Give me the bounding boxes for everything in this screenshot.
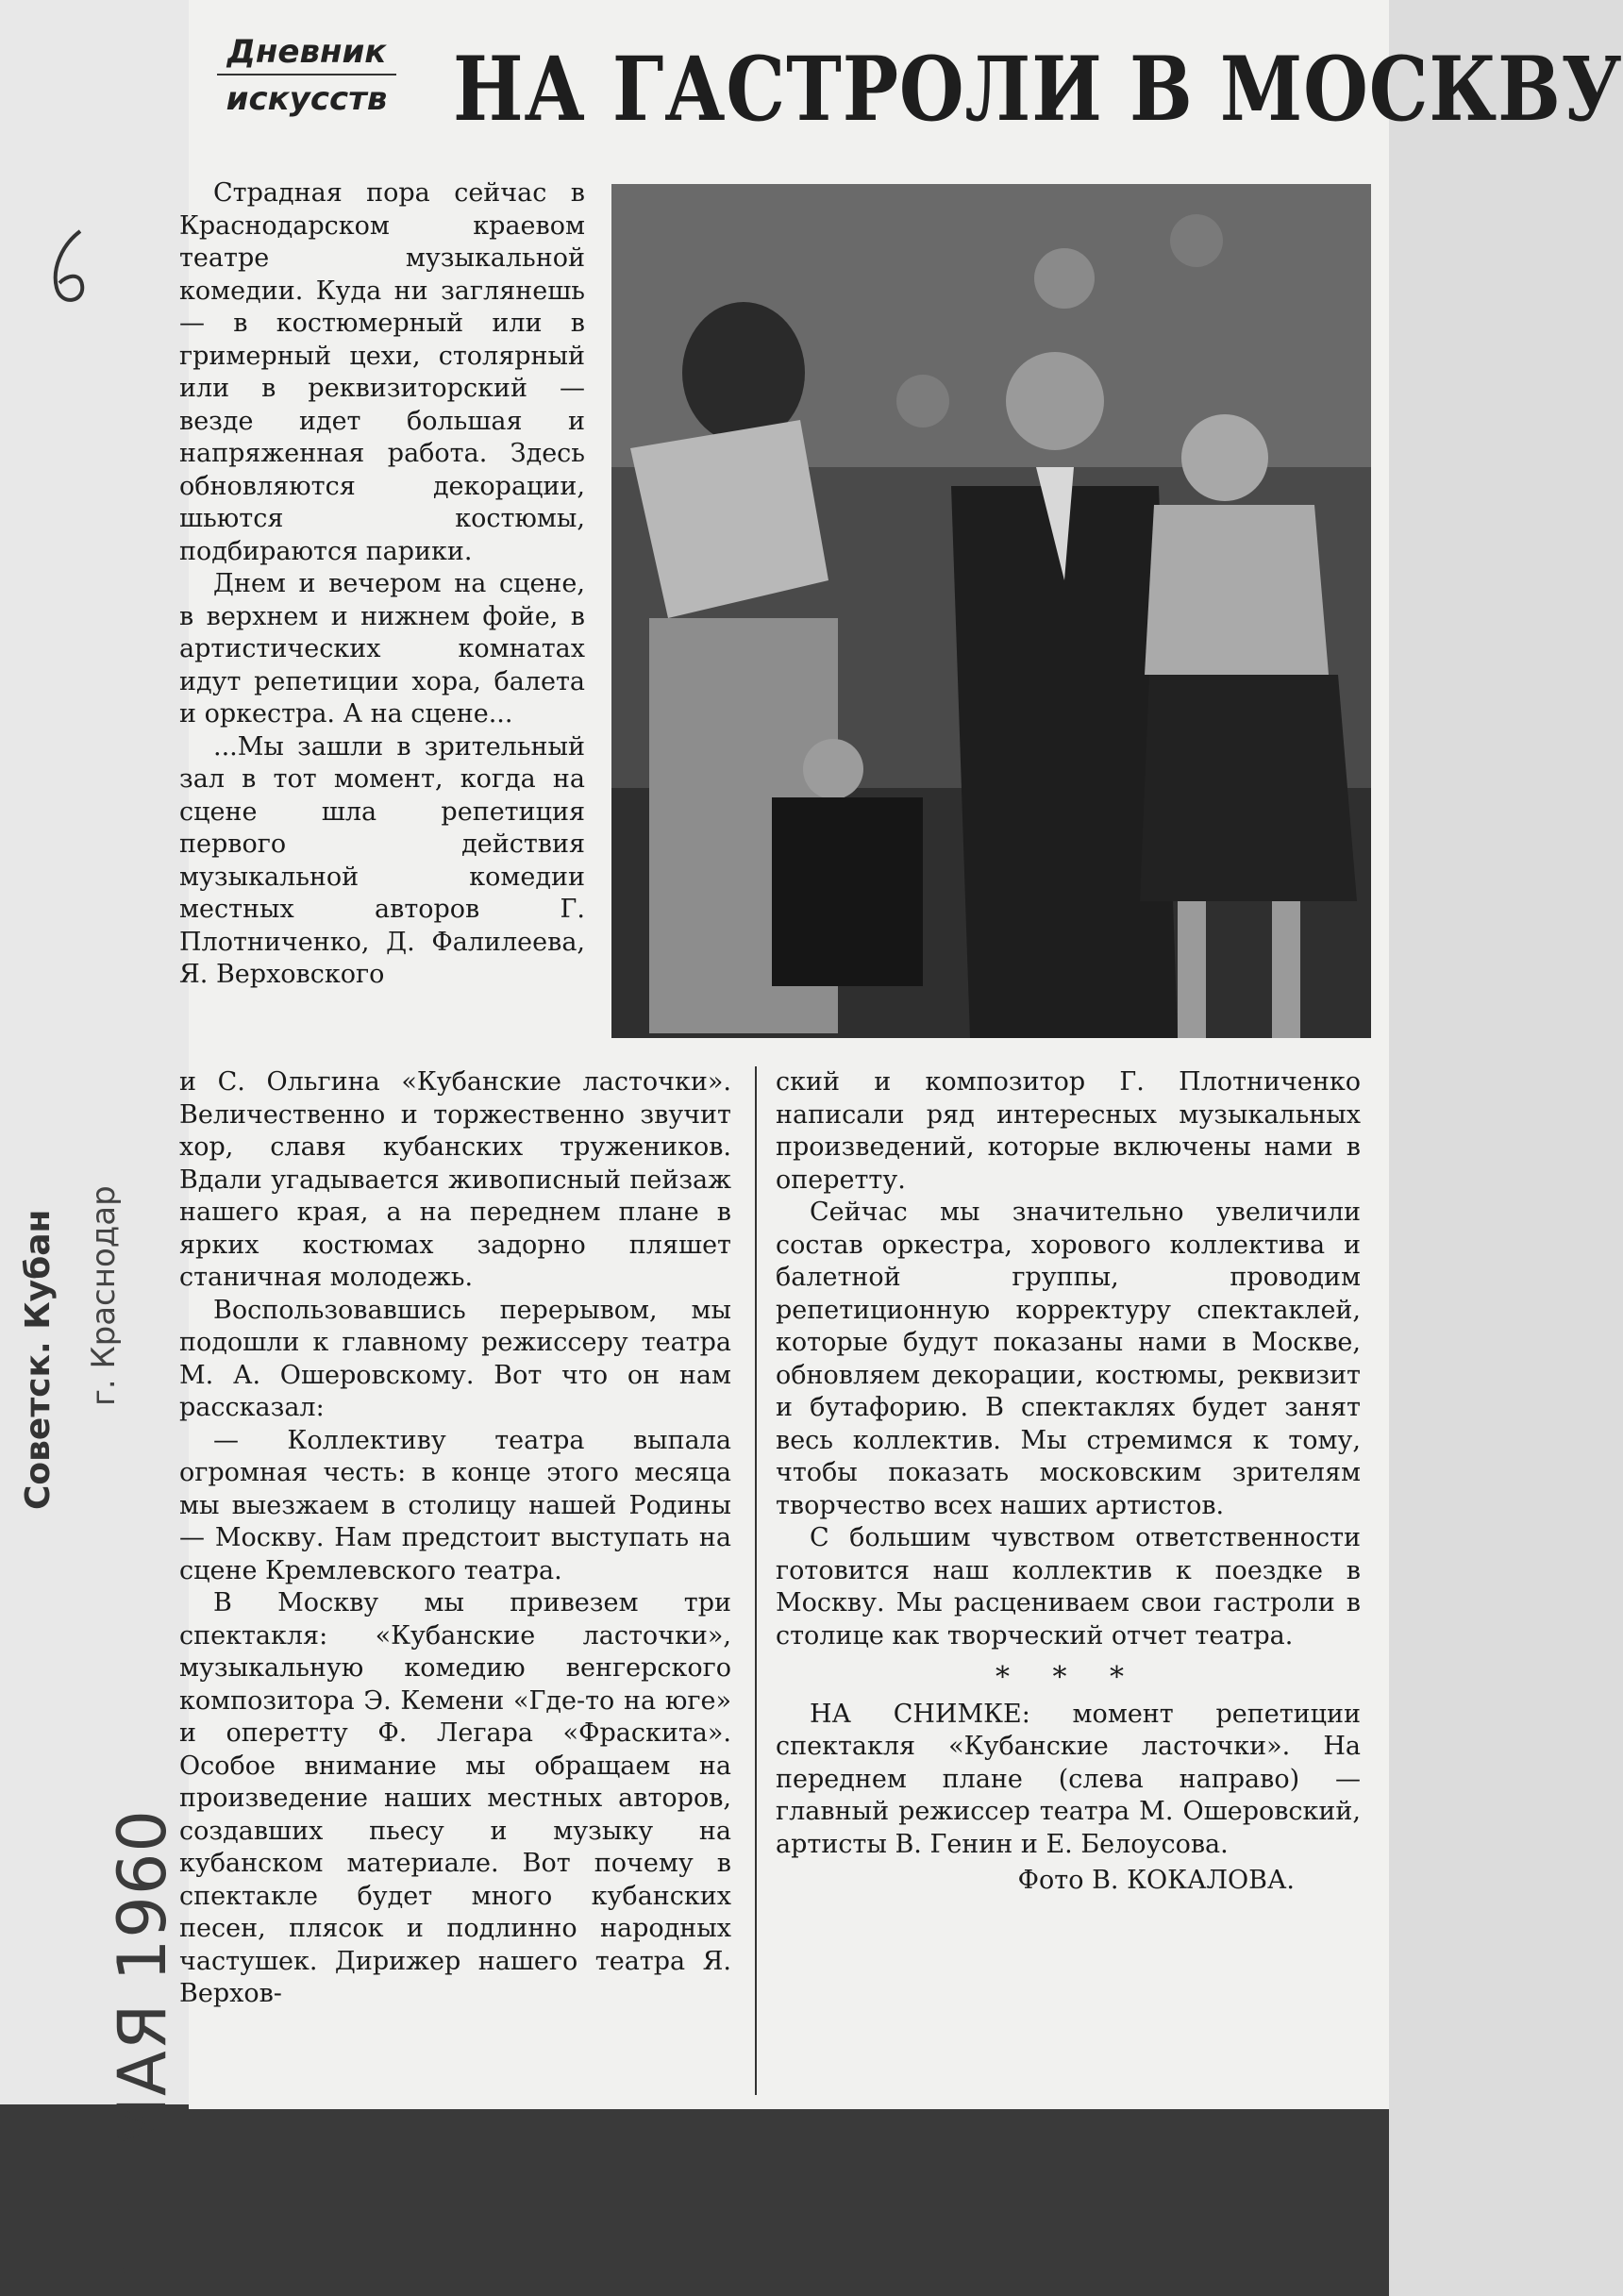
paragraph: В Москву мы привезем три спектакля: «Кубанские ласточки», музыкальную комедию венгерского композитора Э. Кемени «Где-то на юге» и оперетту Ф. Легара «Фраскита». Особое внимание мы обращаем на произведение наших местных авторов, создавших пьесу и музыку на кубанском материале. Вот почему в спектакле будет много кубанских песен, плясок и подлинно народных частушек. Дирижер нашего театра Я. Верхов- — [179, 1588, 731, 2008]
handwritten-mark-icon — [42, 226, 99, 311]
paragraph: Страдная пора сейчас в Краснодарском краевом театре музыкальной комедии. Куда ни заглянешь — в костюмерный или в гримерный цехи, столярный или в реквизиторский — везде идет большая и напряженная работа. Здесь обновляются декорации, шьются костюмы, подбираются парики. — [179, 178, 585, 566]
photo-credit: Фото В. КОКАЛОВА. — [1017, 1866, 1295, 1895]
photo-caption — [776, 1699, 1361, 1862]
section-separator: * * * — [995, 1661, 1142, 1694]
scan-background-bottom — [0, 2104, 1389, 2296]
rubric-line-2: искусств — [217, 74, 396, 121]
caption-text: НА СНИМКЕ: момент репетиции спектакля «Кубанские ласточки». На переднем плане (слева направо) — главный режиссер театра М. Ошеровский, артисты В. Генин и Е. Белоусова. — [776, 1699, 1361, 1859]
paragraph: Воспользовавшись перерывом, мы подошли к главному режиссеру театра М. А. Ошеровскому. Вот что он нам рассказал: — [179, 1295, 731, 1422]
paragraph: ...Мы зашли в зрительный зал в тот момент, когда на сцене шла репетиция первого действия музыкальной комедии местных авторов Г. Плотниченко, Д. Фалилеева, Я. Верховского — [179, 731, 585, 989]
photo-illustration — [611, 184, 1371, 1038]
article-column-right — [776, 1066, 1361, 1898]
paragraph: ский и композитор Г. Плотниченко написали ряд интересных музыкальных произведений, которые включены нами в оперетту. — [776, 1067, 1361, 1195]
article-column-left-bottom — [179, 1066, 731, 2011]
paragraph: — Коллективу театра выпала огромная честь: в конце этого месяца мы выезжаем в столицу нашей Родины — Москву. Нам предстоит выступать на сцене Кремлевского театра. — [179, 1425, 731, 1585]
paragraph: Сейчас мы значительно увеличили состав оркестра, хорового коллектива и балетной группы, проводим репетиционную корректуру спектаклей, которые будут показаны нами в Москве, обновляем декорации, костюмы, реквизит и бутафорию. В спектаклях будет занят весь коллектив. Мы стремимся к тому, чтобы показать московским зрителям творчество всех наших артистов. — [776, 1198, 1361, 1520]
rubric-line-1: Дневник — [226, 33, 387, 71]
paragraph: Днем и вечером на сцене, в верхнем и нижнем фойе, в артистических комнатах идут репетиции хора, балета и оркестра. А на сцене... — [179, 569, 585, 729]
article-column-left-top — [179, 177, 585, 992]
section-rubric — [217, 28, 396, 121]
stamp-date: 1 1 МАЯ 1960 — [104, 1809, 181, 2284]
paragraph: С большим чувством ответственности готовится наш коллектив к поездке в Москву. Мы расцениваем свои гастроли в столице как творческий отчет театра. — [776, 1523, 1361, 1651]
column-divider — [755, 1066, 757, 2095]
stamp-newspaper-name: Советск. Кубан — [19, 1209, 58, 1510]
article-headline: НА ГАСТРОЛИ В МОСКВУ — [453, 38, 1623, 142]
stamp-city: г. Краснодар — [85, 1185, 123, 1406]
rehearsal-photo — [611, 184, 1371, 1038]
paragraph: и С. Ольгина «Кубанские ласточки». Величественно и торжественно звучит хор, славя кубанских тружеников. Вдали угадывается живописный пейзаж нашего края, а на переднем плане в ярких костюмах задорно пляшет станичная молодежь. — [179, 1067, 731, 1292]
